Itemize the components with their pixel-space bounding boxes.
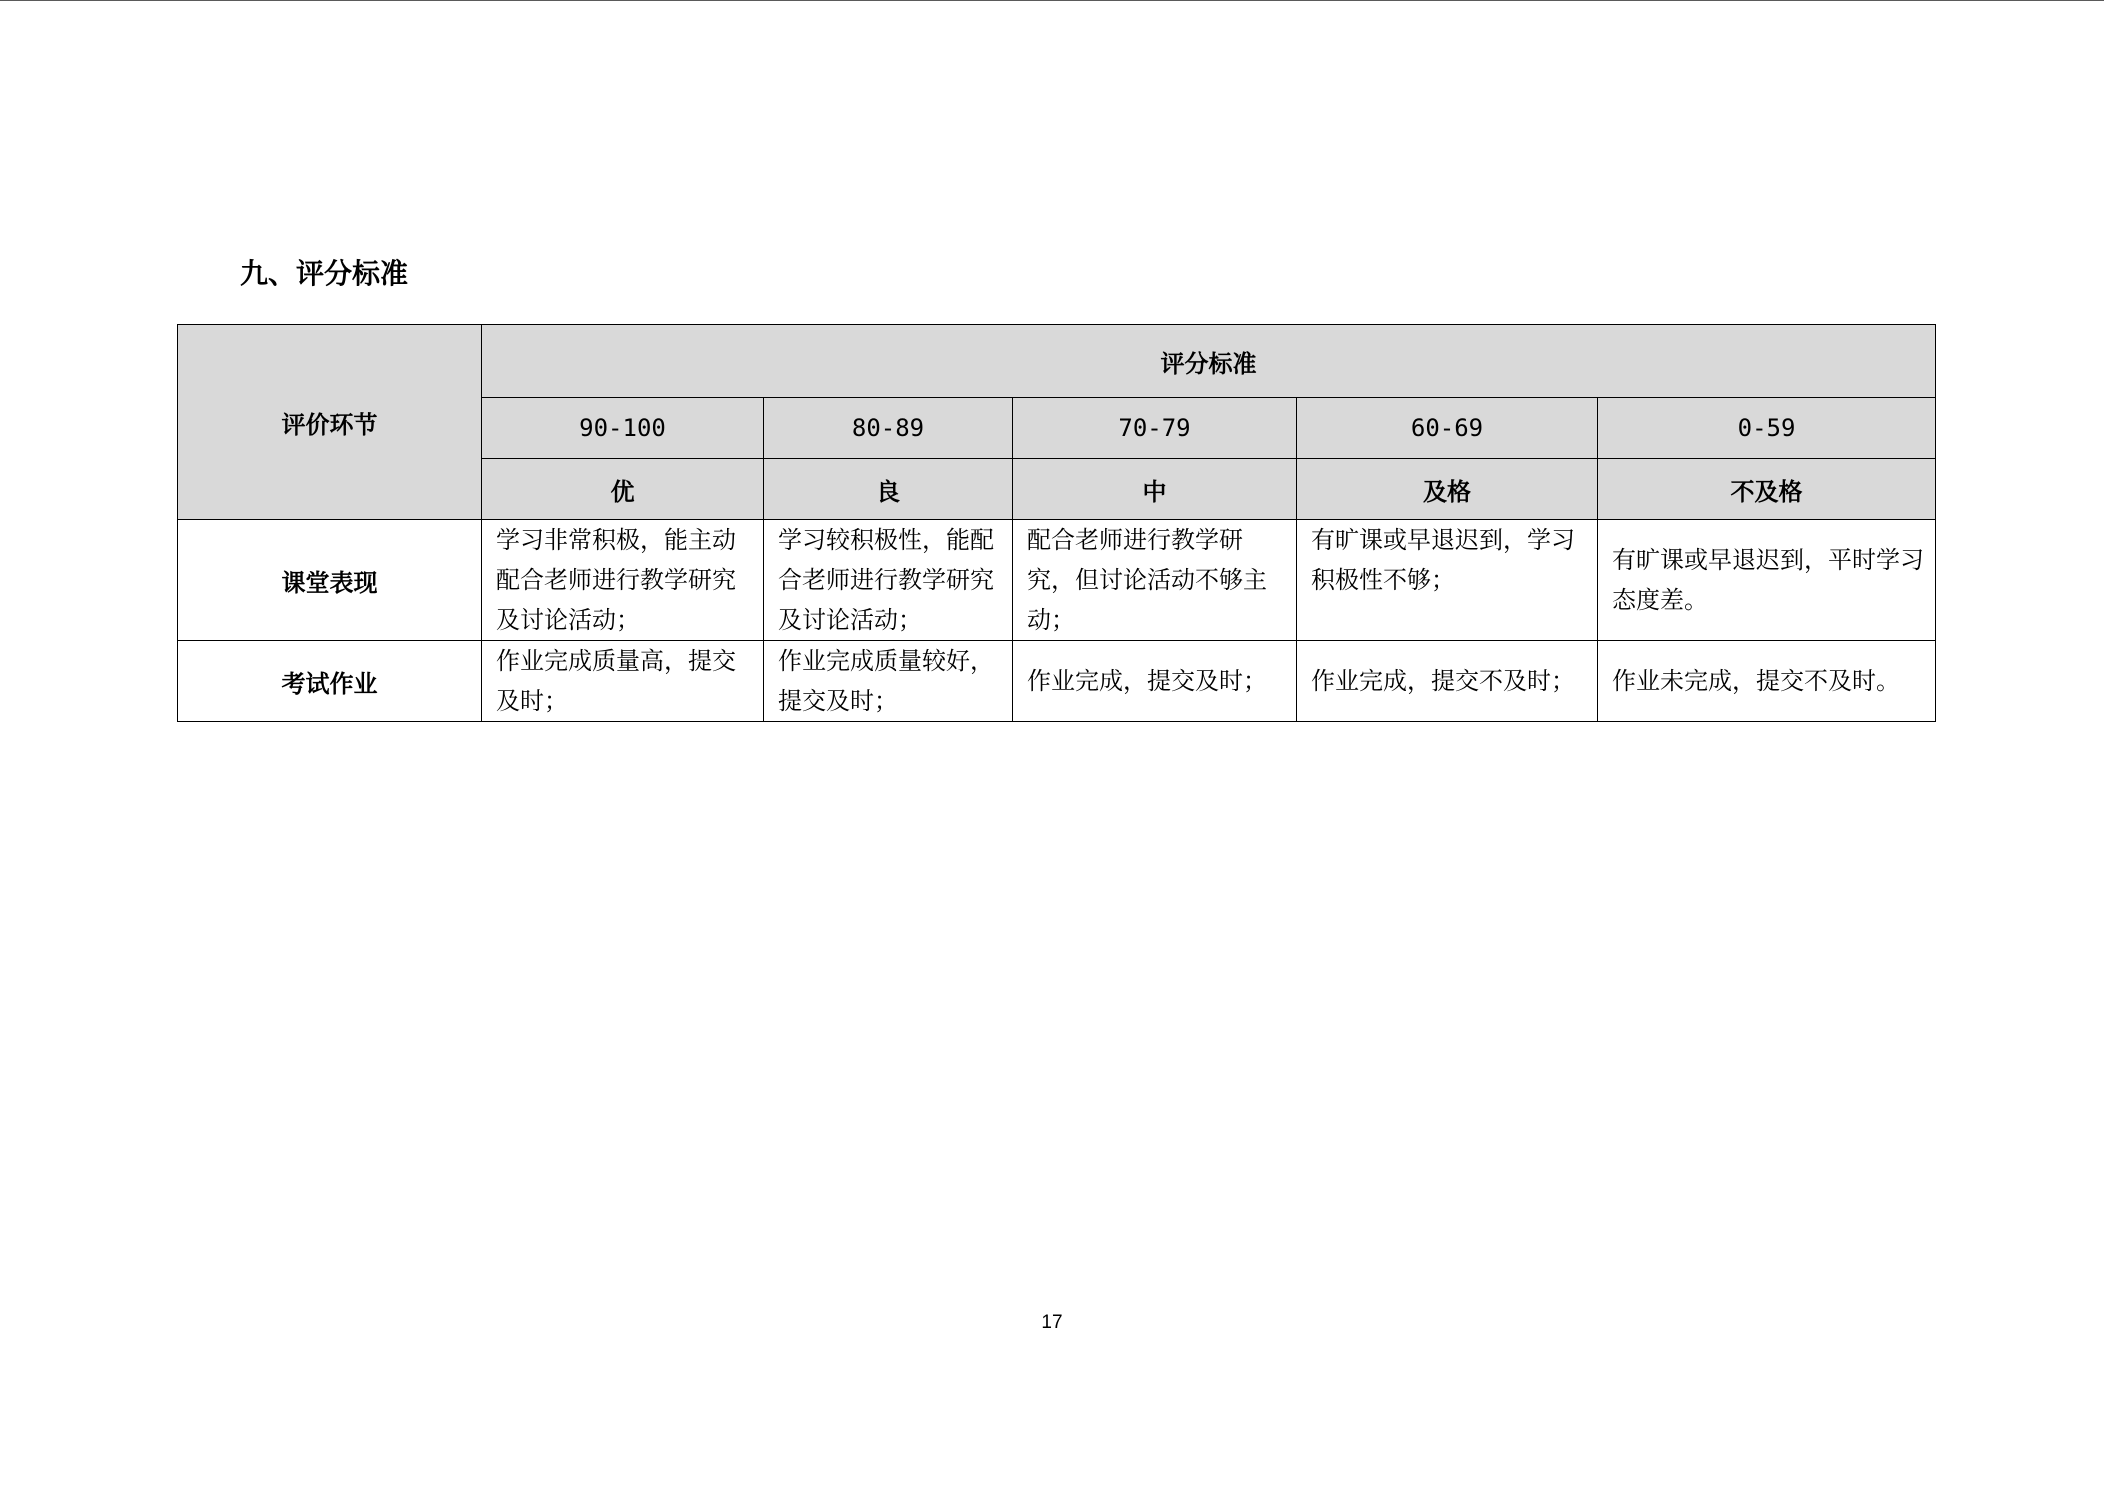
grade-level-cell: 及格 — [1297, 459, 1598, 520]
criteria-cell: 作业完成质量高，提交及时； — [482, 641, 764, 722]
grading-criteria-table — [177, 324, 1936, 722]
grade-level-cell: 优 — [482, 459, 764, 520]
page-number: 17 — [1041, 1312, 1063, 1333]
grade-range-cell: 60-69 — [1297, 398, 1598, 459]
table-row — [178, 641, 1936, 722]
page-top-border — [0, 0, 2104, 1]
row-header-label: 评价环节 — [178, 325, 482, 520]
grade-level-cell: 良 — [764, 459, 1013, 520]
group-header: 评分标准 — [482, 325, 1936, 398]
criteria-cell: 学习较积极性，能配合老师进行教学研究及讨论活动； — [764, 520, 1013, 641]
table-row — [178, 520, 1936, 641]
grade-level-cell: 中 — [1013, 459, 1297, 520]
header-row-group — [178, 325, 1936, 398]
criteria-cell: 作业完成，提交不及时； — [1297, 641, 1598, 722]
criteria-cell: 配合老师进行教学研究，但讨论活动不够主动； — [1013, 520, 1297, 641]
grade-range-cell: 70-79 — [1013, 398, 1297, 459]
criteria-cell: 作业完成质量较好，提交及时； — [764, 641, 1013, 722]
section-title: 九、评分标准 — [240, 257, 409, 290]
row-label: 课堂表现 — [178, 520, 482, 641]
grade-range-cell: 90-100 — [482, 398, 764, 459]
criteria-cell: 作业完成，提交及时； — [1013, 641, 1297, 722]
grade-level-cell: 不及格 — [1598, 459, 1936, 520]
criteria-cell: 有旷课或早退迟到，平时学习态度差。 — [1598, 520, 1936, 641]
criteria-cell: 学习非常积极，能主动配合老师进行教学研究及讨论活动； — [482, 520, 764, 641]
criteria-cell: 作业未完成，提交不及时。 — [1598, 641, 1936, 722]
grade-range-cell: 80-89 — [764, 398, 1013, 459]
grade-range-cell: 0-59 — [1598, 398, 1936, 459]
row-label: 考试作业 — [178, 641, 482, 722]
criteria-cell: 有旷课或早退迟到，学习积极性不够； — [1297, 520, 1598, 641]
